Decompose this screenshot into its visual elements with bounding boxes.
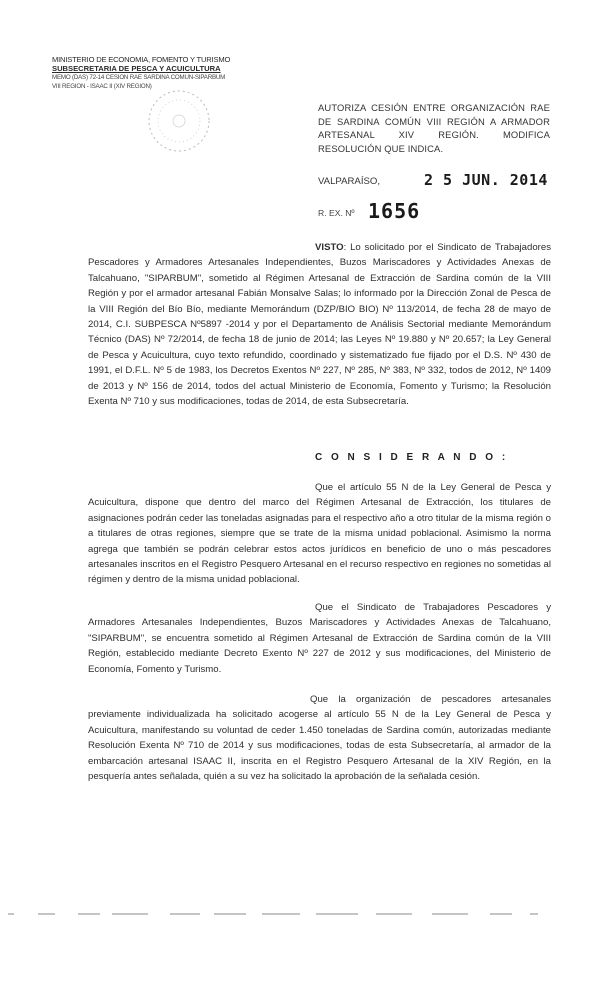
official-seal-stamp (146, 88, 212, 154)
considerando-paragraph-1 (88, 480, 551, 588)
visto-text: : Lo solicitado por el Sindicato de Trabajadores Pescadores y Armadores Artesanales Independientes, Buzos Mariscadores y Actividades Anexas de Talcahuano, "SIPARBUM", sometido al Régimen Artesanal de Extracción de Sardina común de la VIII Región y por el armador artesanal Fabián Monsalve Salas; lo informado por la Dirección Zonal de Pesca de la VIII Región del Bío Bío, mediante Memorándum (DZP/BIO BIO) Nº 113/2014, de fecha 28 de mayo de 2014, C.I. SUBPESCA Nº5897 -2014 y por el Departamento de Análisis Sectorial mediante Memorándum Técnico (DAS) Nº 72/2014, de fecha 18 de junio de 2014; las Leyes Nº 19.880 y Nº 20.657; la Ley General de Pesca y Acuicultura, cuyo texto refundido, coordinado y sistematizado fue fijado por el D.S. Nº 430 de 1991, el D.F.L. Nº 5 de 1983, los Decretos Exentos Nº 227, Nº 285, Nº 383, Nº 332, todos de 2012, Nº 1409 de 2013 y Nº 156 de 2014, todos del actual Ministerio de Economía, Fomento y Turismo; la Resolución Exenta Nº 710 y sus modificaciones, todas de 2014, de esta Subsecretaría. (88, 242, 551, 408)
subsecretaria-name: SUBSECRETARIA DE PESCA Y ACUICULTURA (52, 64, 221, 73)
considerando-heading: C O N S I D E R A N D O : (315, 452, 509, 463)
visto-label: VISTO (315, 242, 344, 253)
resolution-date-stamp: 2 5 JUN. 2014 (424, 171, 548, 189)
resolution-number-label: R. EX. Nº (318, 208, 355, 218)
memo-reference: MEMO (DAS) 72-14 CESION RAE SARDINA COMUN-SIPARBUM (52, 74, 226, 81)
considerando-text-1: Que el artículo 55 N de la Ley General de Pesca y Acuicultura, dispone que dentro del marco del Régimen Artesanal de Extracción, los titulares de asignaciones podrán ceder las toneladas asignadas para el respectivo año a otro titular de la misma región o a titulares de otras regiones, siempre que se trate de la misma unidad poblacional. Asimismo la norma agrega que también se podrán celebrar estos actos jurídicos en beneficio de uno o más pescadores artesanales inscritos en el Registro Pesquero Artesanal en el recurso respectivo en regiones no sometidas al régimen y dentro de la misma unidad poblacional. (88, 482, 551, 586)
considerando-text-3: Que la organización de pescadores artesanales previamente individualizada ha solicitado acogerse al artículo 55 N de la Ley General de Pesca y Acuicultura, manifestando su voluntad de ceder 1.450 toneladas de Sardina común, autorizadas mediante Resolución Exenta Nº 710 de 2014 y sus modificaciones, todas de esta Subsecretaría, al armador de la embarcación artesanal ISAAC II, inscrita en el Registro Pesquero Artesanal de la XIV Región, en la pesquería antes señalada, quién a su vez ha solicitado la aprobación de la señalada cesión. (88, 694, 551, 783)
considerando-paragraph-3 (88, 692, 551, 784)
page-footer-dashes (0, 912, 600, 916)
considerando-paragraph-2 (88, 600, 551, 677)
ministry-name: MINISTERIO DE ECONOMIA, FOMENTO Y TURISMO (52, 55, 231, 64)
resolution-number: 1656 (368, 199, 421, 223)
considerando-text-2: Que el Sindicato de Trabajadores Pescadores y Armadores Artesanales Independientes, Buzos Mariscadores y Actividades Anexas de Talcahuano, "SIPARBUM", se encuentra sometido al Régimen Artesanal de Extracción de Sardina común de la VIII Región, establecido mediante Decreto Exento Nº 227 de 2012 y sus modificaciones, del Ministerio de Economía, Fomento y Turismo. (88, 602, 551, 675)
visto-paragraph (88, 240, 551, 409)
letterhead (52, 55, 252, 91)
resolution-title: AUTORIZA CESIÓN ENTRE ORGANIZACIÓN RAE DE SARDINA COMÚN VIII REGIÓN A ARMADOR ARTESANAL XIV REGIÓN. MODIFICA RESOLUCIÓN QUE INDICA. (318, 102, 550, 154)
region-reference: VIII REGION - ISAAC II (XIV REGION) (52, 83, 152, 90)
place-label: VALPARAÍSO, (318, 176, 381, 187)
